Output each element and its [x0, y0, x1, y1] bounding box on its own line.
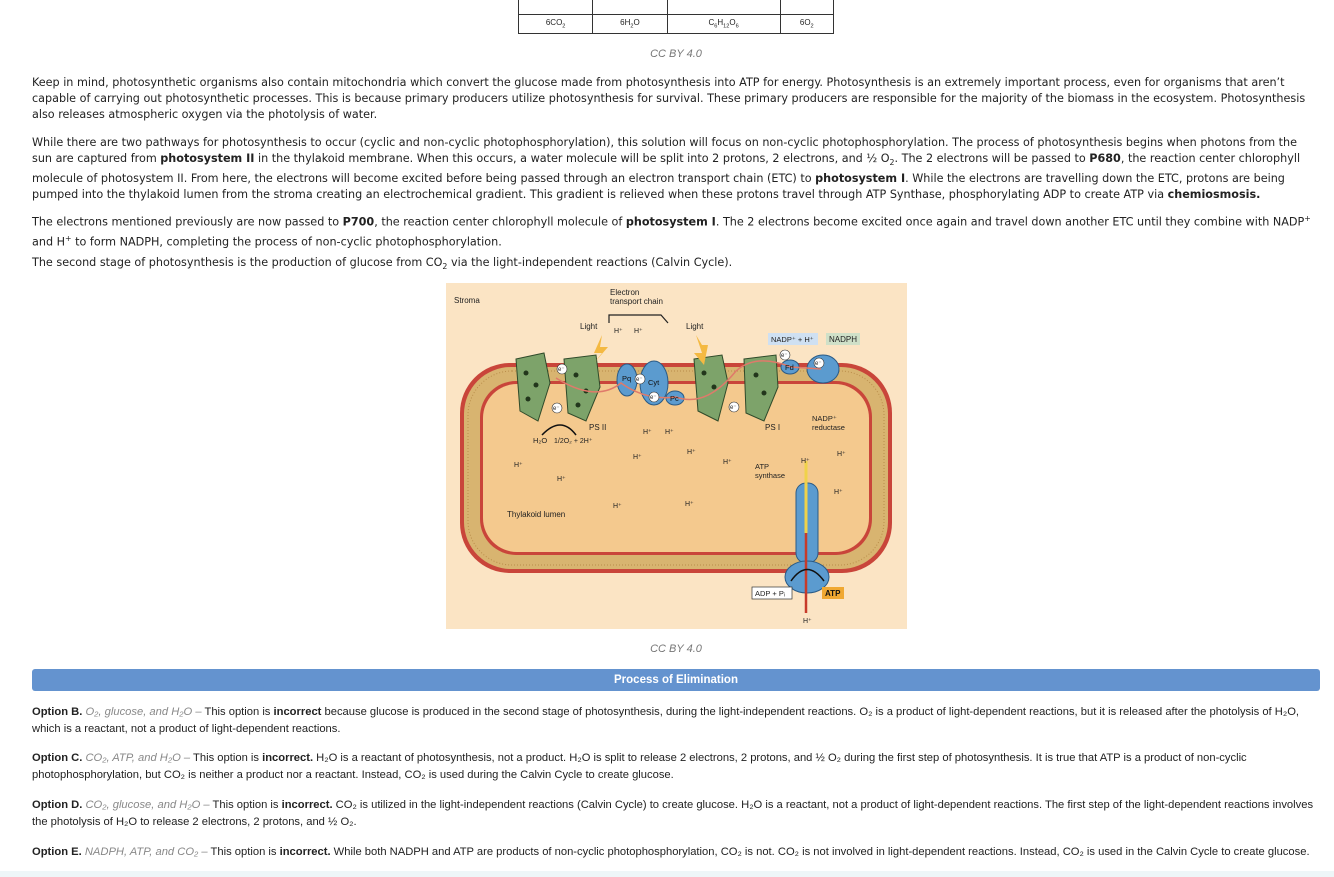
- electron-label: e⁻: [558, 367, 565, 373]
- label-nadp-reductase-2: reductase: [812, 423, 845, 432]
- proton-label: H⁺: [723, 459, 732, 466]
- label-pc: Pc: [670, 394, 679, 403]
- footer-strip: [0, 871, 1334, 877]
- figure-caption-2: CC BY 4.0: [650, 643, 702, 655]
- label-light-1: Light: [580, 322, 598, 331]
- label-atp-synthase-1: ATP: [755, 462, 770, 471]
- label-pq: Pq: [622, 374, 632, 383]
- label-water: H₂O: [533, 436, 548, 445]
- proton-label: H⁺: [614, 328, 623, 335]
- table-cell-co2: $6CO_2$: [519, 15, 593, 34]
- electron-label: e⁻: [553, 406, 560, 412]
- label-light-2: Light: [686, 322, 704, 331]
- table-cell-o2: $6O_2$: [780, 15, 833, 34]
- label-nadp-h: NADP⁺ + H⁺: [771, 335, 814, 344]
- table-cell-h2o: $6H_2O$: [593, 15, 667, 34]
- electron-label: e⁻: [730, 405, 737, 411]
- label-psii: PS II: [589, 423, 607, 432]
- paragraph-mitochondria: Keep in mind, photosynthetic organisms also contain mitochondria which convert the glucose made from photosynthesis into ATP for energy. Photosynthesis is an extremely important process, even for organisms that aren’t capable of carrying out photosynthetic processes. This is because primary producers utilize photosynthesis for survival. These primary producers are responsible for the majority of the biomass in the ecosystem. Photosynthesis also releases atmospheric oxygen via the photolysis of water.: [32, 76, 1306, 121]
- proton-label: H⁺: [634, 328, 643, 335]
- paragraph-second-stage: The second stage of photosynthesis is the production of glucose from $CO_2$ via the light-independent reactions (Calvin Cycle).: [32, 256, 733, 272]
- proton-label: H⁺: [803, 618, 812, 625]
- label-thylakoid-lumen: Thylakoid lumen: [507, 510, 566, 519]
- label-water-split: 1/2O₂ + 2H⁺: [554, 438, 593, 445]
- electron-label: e⁻: [781, 353, 788, 359]
- label-etc: Electron: [610, 288, 640, 297]
- proton-label: H⁺: [514, 462, 523, 469]
- process-of-elimination-header: Process of Elimination: [32, 669, 1320, 691]
- proton-label: H⁺: [685, 501, 694, 508]
- proton-label: H⁺: [557, 476, 566, 483]
- thylakoid-diagram: [446, 283, 907, 629]
- option-e: Option E. NADPH, ATP, and CO₂ – This option is incorrect. While both NADPH and ATP are products of non-cyclic photophosphorylation, CO₂ is not. CO₂ is not involved in light-dependent reactions. Instead, CO₂ is used in the Calvin Cycle to create glucose.: [32, 846, 1310, 858]
- proton-label: H⁺: [837, 451, 846, 458]
- label-stroma: Stroma: [454, 296, 480, 305]
- label-nadp-reductase-1: NADP⁺: [812, 414, 837, 423]
- label-nadph: NADPH: [829, 335, 858, 344]
- label-fd: Fd: [785, 363, 794, 372]
- proton-label: H⁺: [687, 449, 696, 456]
- label-atp-synthase-2: synthase: [755, 471, 786, 480]
- label-etc-2: transport chain: [610, 297, 663, 306]
- paragraph-p700: The electrons mentioned previously are now passed to P700, the reaction center chlorophyll molecule of photosystem I. The 2 electrons become excited once again and travel down another ETC until they combine with NADP+ and H+ to form NADPH, completing the process of non-cyclic photophosphorylation.: [32, 214, 1311, 249]
- option-c: Option C. CO₂, ATP, and H₂O – This option is incorrect. H₂O is a reactant of photosynthesis, not a product. H₂O is split to release 2 electrons, 2 protons, and ½ O₂ during the first step of photosynthesis. It is true that ATP is a product of non-cyclic photophosphorylation, but CO₂ is neither a product nor a reactant. Instead, CO₂ is used during the Calvin Cycle to create glucose.: [32, 752, 1247, 781]
- proton-label: H⁺: [801, 458, 810, 465]
- paragraph-photosystem: While there are two pathways for photosynthesis to occur (cyclic and non-cyclic photophosphorylation), this solution will focus on non-cyclic photophosphorylation. The process of photosynthesis begins when photons from the sun are captured from photosystem II in the thylakoid membrane. When this occurs, a water molecule will be split into 2 protons, 2 electrons, and ½ $O_2$. The 2 electrons will be passed to P680, the reaction center chlorophyll molecule of photosystem II. From here, the electrons will become excited before being passed through an electron transport chain (ETC) to photosystem I. While the electrons are travelling down the ETC, protons are being pumped into the thylakoid lumen from the stroma creating an electrochemical gradient. This gradient is relieved when these protons travel through ATP Synthase, phosphorylating ADP to create ATP via chemiosmosis.: [32, 136, 1301, 202]
- table-cell-glucose: $C_6H_{12}O_6$: [667, 15, 780, 34]
- label-cyt: Cyt: [648, 378, 660, 387]
- equation-table: [518, 0, 834, 34]
- label-adp: ADP + Pᵢ: [755, 589, 786, 598]
- proton-label: H⁺: [643, 429, 652, 436]
- figure-caption: CC BY 4.0: [650, 48, 702, 60]
- proton-label: H⁺: [665, 429, 674, 436]
- proton-label: H⁺: [613, 503, 622, 510]
- option-b: Option B. O₂, glucose, and H₂O – This option is incorrect because glucose is produced in the second stage of photosynthesis, during the light-independent reactions. O₂ is a product of light-dependent reactions, but it is released after the photolysis of H₂O, which is a reactant, not a product of light-dependent reactions.: [32, 706, 1300, 735]
- proton-label: H⁺: [633, 454, 642, 461]
- electron-label: e⁻: [650, 395, 657, 401]
- label-psi: PS I: [765, 423, 781, 432]
- label-atp: ATP: [825, 589, 841, 598]
- proton-label: H⁺: [834, 489, 843, 496]
- electron-label: e⁻: [815, 361, 822, 367]
- option-d: Option D. CO₂, glucose, and H₂O – This option is incorrect. CO₂ is utilized in the light-independent reactions (Calvin Cycle) to create glucose. H₂O is a reactant, not a product of light-dependent reactions. The first step of the light-dependent reactions involves the photolysis of H₂O to release 2 electrons, 2 protons, and ½ O₂.: [32, 799, 1314, 828]
- electron-label: e⁻: [636, 377, 643, 383]
